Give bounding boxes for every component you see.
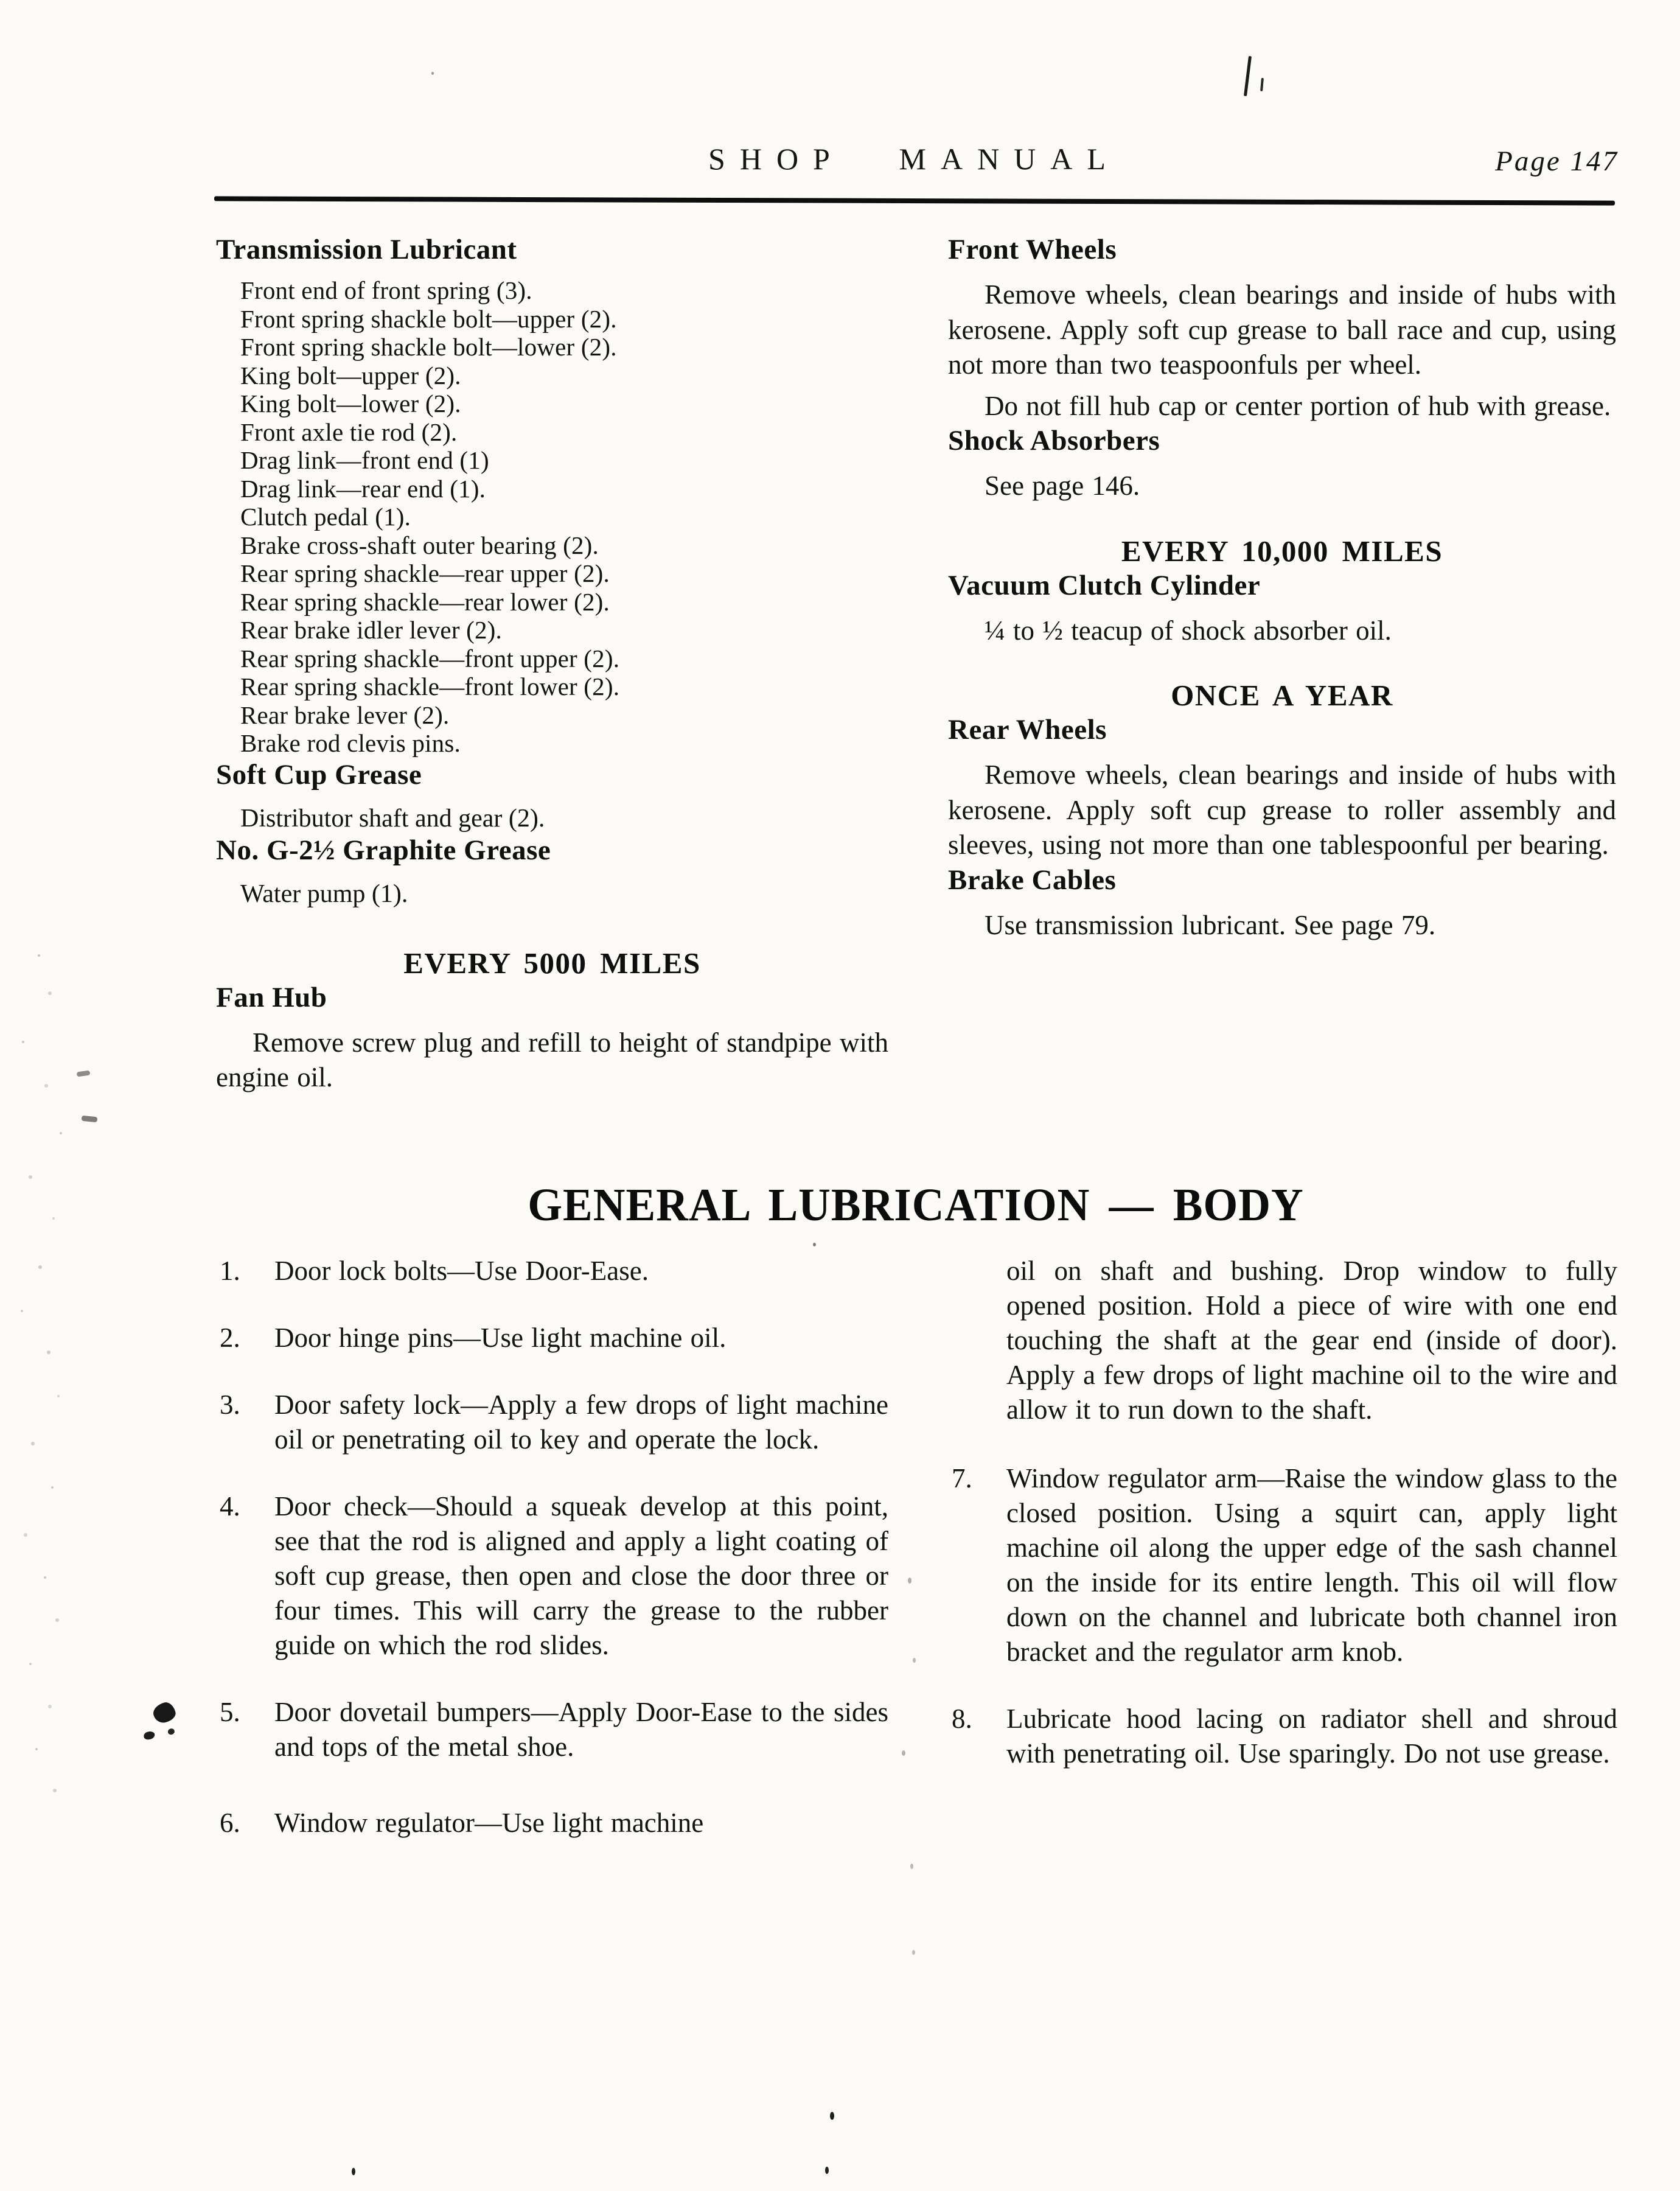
lower-left-column: [216, 1254, 888, 1873]
scan-speck: [813, 1243, 816, 1246]
scan-artifact-tick: [1260, 78, 1264, 91]
list-item: Front spring shackle bolt—upper (2).: [240, 304, 617, 333]
item-text: Window regulator—Use light machine: [274, 1808, 704, 1838]
list-item: Rear spring shackle—front upper (2).: [240, 644, 620, 673]
numbered-item-8: [948, 1702, 1617, 1771]
item-text: Door dovetail bumpers—Apply Door-Ease to the sides and tops of the metal shoe.: [274, 1697, 888, 1762]
list-item: King bolt—upper (2).: [240, 361, 461, 390]
list-item: Rear spring shackle—rear lower (2).: [240, 587, 610, 616]
fan-hub-paragraph: Remove screw plug and refill to height of standpipe with engine oil.: [216, 1027, 888, 1092]
scan-speck: [910, 1864, 913, 1869]
item-text: Door hinge pins—Use light machine oil.: [274, 1323, 727, 1353]
numbered-item-2: [216, 1321, 888, 1355]
vacuum-clutch-text: ¼ to ½ teacup of shock absorber oil.: [985, 615, 1392, 646]
item-number: 7.: [952, 1463, 972, 1494]
item-number: 2.: [220, 1323, 240, 1353]
lower-right-column: [948, 1254, 1617, 1803]
upper-left-column: [216, 232, 888, 1096]
ink-blot: [152, 1700, 178, 1725]
numbered-item-5: [216, 1695, 888, 1764]
brake-cables-heading: Brake Cables: [948, 864, 1117, 896]
item-number: 8.: [952, 1704, 972, 1734]
item-text: Lubricate hood lacing on radiator shell and shroud with penetrating oil. Use sparingly. Do not use grease.: [1006, 1704, 1617, 1769]
list-item: Brake cross-shaft outer bearing (2).: [240, 531, 599, 559]
scan-speck: [352, 2168, 355, 2175]
soft-cup-grease-heading: Soft Cup Grease: [216, 758, 422, 791]
shock-absorbers-text: See page 146.: [985, 470, 1140, 501]
scan-speck: [825, 2167, 829, 2174]
every-5000-miles-subhead: EVERY 5000 MILES: [403, 946, 701, 980]
vacuum-clutch-heading: Vacuum Clutch Cylinder: [948, 569, 1261, 601]
upper-right-column: [948, 232, 1616, 943]
front-wheels-paragraph: Remove wheels, clean bearings and inside of hubs with kerosene. Apply soft cup grease to ball race and cup, using not more than two teaspoonfuls per wheel.: [948, 279, 1616, 380]
scan-speck: [431, 72, 434, 75]
list-item: Rear spring shackle—rear upper (2).: [240, 559, 610, 587]
scan-speck: [908, 1578, 911, 1584]
list-item: Brake rod clevis pins.: [240, 729, 461, 757]
graphite-grease-heading: No. G-2½ Graphite Grease: [216, 834, 551, 866]
list-item: Drag link—rear end (1).: [240, 474, 486, 503]
header-rule: [214, 196, 1615, 205]
list-item: Clutch pedal (1).: [240, 503, 411, 531]
page-title: SHOP MANUAL: [708, 142, 1120, 176]
front-wheels-paragraph-2: Do not fill hub cap or center portion of hub with grease.: [985, 390, 1611, 421]
every-10000-miles-subhead: EVERY 10,000 MILES: [1121, 534, 1443, 568]
list-item: Front end of front spring (3).: [240, 276, 532, 304]
front-wheels-heading: Front Wheels: [948, 234, 1117, 265]
transmission-lubricant-list: [240, 276, 888, 758]
scan-speck: [830, 2112, 834, 2120]
page-number: Page 147: [1495, 145, 1619, 177]
list-item: Distributor shaft and gear (2).: [240, 804, 545, 833]
item-number: 5.: [220, 1697, 240, 1727]
list-item: Rear brake lever (2).: [240, 701, 450, 729]
numbered-item-4: [216, 1489, 888, 1663]
once-a-year-subhead: ONCE A YEAR: [1171, 679, 1393, 712]
general-lubrication-body-title: GENERAL LUBRICATION — BODY: [528, 1179, 1304, 1231]
numbered-item-3: [216, 1388, 888, 1457]
scan-smudge: [77, 1071, 91, 1077]
list-item: Front axle tie rod (2).: [240, 418, 458, 446]
brake-cables-text: Use transmission lubricant. See page 79.: [985, 909, 1436, 940]
scan-smudge: [82, 1116, 98, 1123]
rear-wheels-heading: Rear Wheels: [948, 714, 1107, 746]
shock-absorbers-heading: Shock Absorbers: [948, 425, 1160, 456]
numbered-item-1: [216, 1254, 888, 1288]
list-item: Rear spring shackle—front lower (2).: [240, 673, 620, 701]
list-item: King bolt—lower (2).: [240, 390, 461, 418]
numbered-item-7: [948, 1461, 1617, 1669]
list-item: Front spring shackle bolt—lower (2).: [240, 333, 617, 361]
transmission-lubricant-heading: Transmission Lubricant: [216, 234, 517, 265]
scan-speck: [912, 1950, 915, 1955]
item-text: Door lock bolts—Use Door-Ease.: [274, 1256, 649, 1286]
item-number: 6.: [220, 1808, 240, 1838]
item-number: 4.: [220, 1491, 240, 1522]
scan-artifact-slash: [1244, 56, 1252, 96]
item-6-continuation: oil on shaft and bushing. Drop window to fully opened position. Hold a piece of wire with one end touching the shaft at the gear end (inside of door). Apply a few drops of light machine oil to the wire and allow it to run down to the shaft.: [1006, 1256, 1617, 1425]
fan-hub-heading: Fan Hub: [216, 981, 327, 1013]
item-text: Door check—Should a squeak develop at this point, see that the rod is aligned and apply a light coating of soft cup grease, then open and close the door three or four times. This will carry the grease to the rubber guide on which the rod slides.: [274, 1491, 888, 1660]
scan-speck: [902, 1750, 905, 1756]
item-text: Window regulator arm—Raise the window glass to the closed position. Using a squirt can, apply light machine oil along the upper edge of the sash channel on the inside for its entire length. This oil will flow down on the channel and lubricate both channel iron bracket and the regulator arm knob.: [1006, 1463, 1617, 1667]
item-number: 3.: [220, 1389, 240, 1420]
rear-wheels-paragraph: Remove wheels, clean bearings and inside of hubs with kerosene. Apply soft cup grease to roller assembly and sleeves, using not more than one tablespoonful per bearing.: [948, 760, 1616, 860]
list-item: Water pump (1).: [240, 879, 408, 908]
scan-speck: [913, 1658, 916, 1663]
item-number: 1.: [220, 1256, 240, 1286]
scan-margin-speckles: [38, 954, 40, 957]
list-item: Drag link—front end (1): [240, 446, 489, 474]
list-item: Rear brake idler lever (2).: [240, 616, 502, 644]
numbered-item-6: [216, 1806, 888, 1840]
item-text: Door safety lock—Apply a few drops of light machine oil or penetrating oil to key and operate the lock.: [274, 1389, 888, 1455]
